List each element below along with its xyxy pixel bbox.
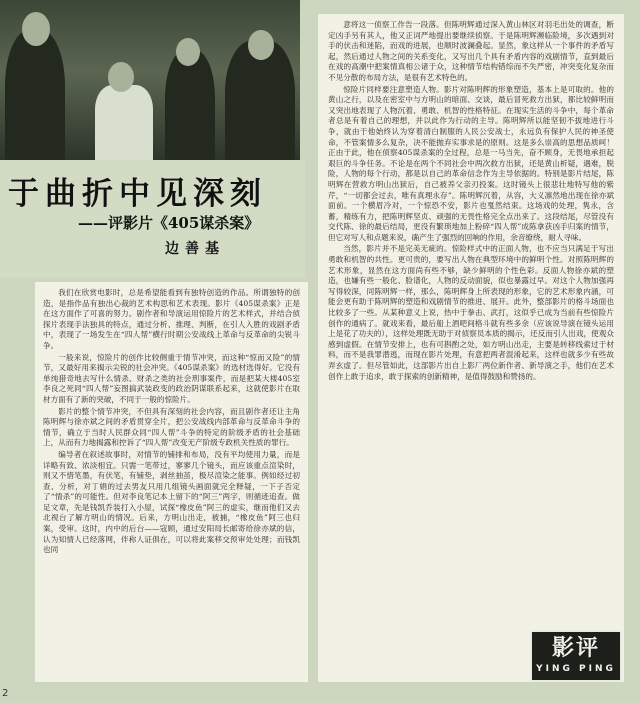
article-subtitle: ——评影片《405谋杀案》 (78, 214, 260, 232)
article-author: 边善基 (165, 241, 225, 257)
right-text-column (318, 14, 624, 682)
paragraph: 当然，影片并不是完美无疵的。惊险样式中的正面人物，也不应当只满足于写出勇敢和机智的共性。更可贵的，要写出人物在典型环境中的鲜明个性。对照陈明辉的艺术形象，显然在这方面尚有些不够，缺少鲜明的个性色彩。反面人物徐亦斌的塑造，也嫌有些一般化、脸谱化，人物的反动面貌，似也暴露过早。对这个人物加强再写得较深，同陈明辉一样，那么，陈明辉身上所表现的形象，它的艺术形象内涵，可能会更有助于陈明辉的塑造和戏剧情节的推进、展开。此外，整部影片的格斗场面也比较多了一些。从某种意义上说，热中于拳击、武打，这似乎已成为当前有些惊险片创作的通病了。就戏来看，最后船上酒吧间格斗就有些多余（应该说导演在镜头运用上是花了功夫的），这样处理既无助于对侦察员本质的揭示，还反而引人出戏，使观众感到虚假。在情节安排上，也有可斟酌之处，如方明山出走，主要是转移线索过于材料，而不是我罪潜逃，而现在影片处理，有意把两者混淆起来，这样也就多少有些故弄玄虚了。但尽管如此，这部影片出自上影厂两位新作者、新导演之手，他们在艺术创作上敢于追求，敢于探索的创新精神，是值得鼓励和赞扬的。 (328, 244, 614, 381)
paragraph: 编导者在叙述故事时，对情节的铺排和布局，没有平均使用力量，而是详略有致、浓淡相宜。只需一笔带过，寥寥几个镜头，而应该重点渲染时，则又不惜笔墨，有伏笔，有铺垫，剥丝抽茧，极尽渲染之能事。例如经过初查、分析，对丁娟的过去男友只用几组镜头画面就完全释疑，一下子否定了“情杀”的可能性。但对李良笔记本上留下的“阿三”两字，则循迹追查。做足文章，先是钱凯乔装打入小屋，试探“橡皮鱼”阿三的虚实，继而他们又去北视台了解方明山的情况。后来，方明山出走，被捕，“橡皮鱼”阿三也归案，受审。这时，内中的后台——寇顾，通过安阳局长邮寄给徐亦斌的信，认为知情人已经落网，伴称人证俱在，可以将此案移交预审处处理；而钱凯也同 (43, 449, 300, 555)
badge-chinese: 影评 (551, 636, 600, 661)
page-number: 2 (2, 688, 9, 699)
article-title: 于曲折中见深刻 (8, 176, 267, 212)
paragraph: 意将这一侦察工作告一段落。但陈明辉通过深入黄山林区对羽毛出处的调查，断定凶手另有其人，他又正词严地提出要继续侦察。于是陈明辉濒临险境，多次遇到对手的伏击和迷陷，而戏的进展，也顺时波澜叠起。显然，象这样从一个事件的矛盾写起，然后通过人物之间的关系变化，又写出几个具有矛盾内容的戏剧情节，直到最后在戏的高潮中把案情真相公诸于众，这种情节结构错综而不失严密，冲突变化复杂而不见分散的布局方法，是很有艺术特色的。 (328, 20, 614, 82)
film-review-badge (530, 630, 622, 682)
paragraph: 我们在欣赏电影时，总是希望能看到有独特创造的作品。所谓独特的创造，是指作品有独出心裁的艺术构思和艺术表现。影片《405谋杀案》正是在这方面作了可喜的努力。剧作者和导演运用惊险片的艺术样式，并结合侦探片表现手法独具的特点，通过分析、推理、判断，在引人入胜的戏剧矛盾中，表现了一场发生在“四人帮”横行时期公安战线上革命与反革命的尖锐斗争。 (43, 288, 300, 350)
paragraph: 一般来说，惊险片的创作比较侧重于情节冲突，而这种“惊而又险”的情节，又最好用来揭示尖锐的社会冲突。《405谋杀案》的选材选得好。它没有单纯猎奇地去写什么情杀、财杀之类的社会刑事案件，而是把某大楼405室李良之死同“四人帮”妄图搞武装政变的政治阴谋联系起来，这就使影片在取材方面有了新的突破，不同于一般的惊险片。 (43, 352, 300, 404)
film-still-photo (0, 0, 300, 160)
left-text-column (35, 282, 308, 682)
paragraph: 影片的整个情节冲突，不但具有深刻的社会内容，而且剧作者还让主角陈明辉与徐亦斌之间的矛盾贯穿全片，把公安战线内部革命与反革命斗争的情节，确立于当时人民群众同“四人帮”斗争的特定的阶级矛盾的社会基础上，从而有力地揭露和控诉了“四人帮”改变无产阶级专政机关性质的罪行。 (43, 406, 300, 448)
paragraph: 惊险片同样要注意塑造人物。影片对陈明辉的形象塑造，基本上是可取的。他的黄山之行，以及在密室中与方明山的暗面、交谈，最后冒死救方出狱，都比较鲜明而又突出地表现了人物沉着、勇敢、机智的性格特征。在现实生活的斗争中，每个革命者总是有着自己的理想，并以此作为行动的主导。陈明辉所以能坚韧不拔地进行斗争，就由于他始终认为穿着清白制服的人民公安战士，永远负有保护人民的神圣使命，不管案情多么复杂，决不能抛弃实事求是的原则。这是多么崇高的思想品质呵！正由于此，他在侦察405谋杀案的全过程，总是一马当先，奋不顾身，无畏地承担起艰巨的斗争任务。不论是在两个不同社会中两次救方出狱，还是黄山析疑，遇难，脱险，人物的每个行动，都是以自己的革命信念作为主导依据的。特别是影片结尾，陈明辉在营救方明山出狱后，自己被养父亲刃投案。这时镜头上很悲壮地特写他的紫芹，“一切都会过去，唯有真理永存”。陈明辉沉着，从容，大义凛然地出现在徐亦斌面前。一个横眉冷对，一个惊恐不安，影片也戛然结束。这场戏的处理，隽永，含蓄，精练有力，把陈明辉坚贞、顽强的无畏性格完全点出来了。这段结尾，尽管没有交代陈、徐的最后结局，更没有繁琐地加上粉碎“四人帮”成陈拿获凶手归案的情节，但它对写人和点题来说，确产生了强烈的回响的作用，余音缭绕，耐人寻味。 (328, 84, 614, 242)
badge-pinyin: YING PING (536, 664, 616, 674)
